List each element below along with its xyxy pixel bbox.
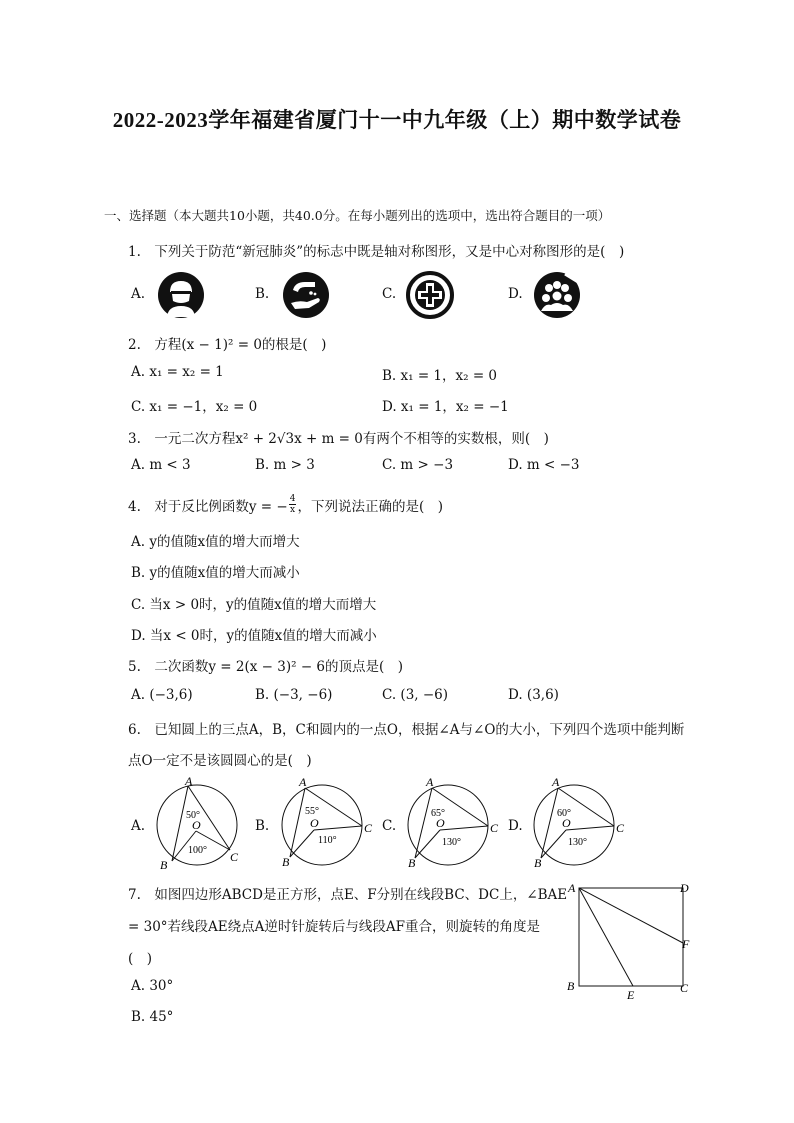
q6a-point-a: A [185,776,193,788]
q6-label-b: B. [255,818,270,834]
q1-stem: 1. 下列关于防范“新冠肺炎”的标志中既是轴对称图形，又是中心对称图形的是( ) [128,244,625,260]
q6a-point-o: O [192,818,201,832]
q5-option-a: A. (−3,6) [131,687,193,703]
q6c-angle-o: 130° [442,837,461,848]
q6-circle-figure-b [276,776,376,871]
page-title: 2022-2023学年福建省厦门十一中九年级（上）期中数学试卷 [112,108,682,132]
q4-option-d: D. 当x < 0时，y的值随x值的增大而减小 [131,628,377,644]
q1-label-b: B. [255,286,270,302]
q7-stem-line3: ( ) [128,951,153,967]
q7-option-a: A. 30° [131,978,174,994]
q6c-angle-a: 65° [431,808,445,819]
q7-point-e: E [627,988,635,1002]
q3-option-b: B. m > 3 [255,457,315,473]
q5-option-b: B. (−3, −6) [255,687,333,703]
q4-fraction [289,494,297,515]
q7-square-figure [564,878,704,1004]
q5-option-d: D. (3,6) [508,687,559,703]
q6d-point-a: A [552,776,560,789]
q2-option-d: D. x₁ = 1，x₂ = −1 [382,399,509,415]
q6-label-c: C. [382,818,397,834]
q5-option-c: C. (3, −6) [382,687,449,703]
q7-point-b: B [567,979,575,993]
medical-cross-logo-icon [405,270,455,320]
q7-point-d: D [680,881,689,895]
q6c-point-c: C [490,821,499,835]
q7-stem-line2: = 30°若线段AE绕点A逆时针旋转后与线段AF重合，则旋转的角度是 [128,919,540,935]
q6-stem-line2: 点O一定不是该圆圆心的是( ) [128,753,312,769]
q4-stem [128,494,443,515]
q7-option-b: B. 45° [131,1009,174,1025]
q7-stem-line1: 7. 如图四边形ABCD是正方形，点E、F分别在线段BC、DC上，∠BAE [128,887,568,903]
q2-stem: 2. 方程(x − 1)² = 0的根是( ) [128,337,327,353]
q6b-angle-o: 110° [318,835,337,846]
q6b-point-a: A [299,776,307,789]
q6a-angle-a: 50° [186,810,200,821]
q4-option-a: A. y的值随x值的增大而增大 [131,534,300,550]
q6a-point-b: B [160,858,168,871]
q6-stem-line1: 6. 已知圆上的三点A，B，C和圆内的一点O，根据∠A与∠O的大小，下列四个选项中能判断 [128,722,685,738]
no-gathering-logo-icon [532,270,582,320]
section-heading: 一、选择题（本大题共10小题，共40.0分。在每小题列出的选项中，选出符合题目的一项） [104,208,611,223]
q2-option-b: B. x₁ = 1，x₂ = 0 [382,368,498,384]
q6a-angle-o: 100° [188,845,207,856]
q1-label-d: D. [508,286,523,302]
q2-option-c: C. x₁ = −1，x₂ = 0 [131,399,258,415]
q6d-angle-a: 60° [557,808,571,819]
q4-option-b: B. y的值随x值的增大而减小 [131,565,300,581]
q5-stem: 5. 二次函数y = 2(x − 3)² − 6的顶点是( ) [128,659,404,675]
mask-person-logo-icon [156,270,206,320]
q1-label-a: A. [131,286,146,302]
q6b-point-c: C [364,821,373,835]
q1-label-c: C. [382,286,397,302]
q6b-angle-a: 55° [305,806,319,817]
q4-stem-start: 4. 对于反比例函数y = − [128,498,288,515]
q6d-point-b: B [534,856,542,870]
q6b-point-b: B [282,855,290,869]
q3-stem: 3. 一元二次方程x² + 2√3x + m = 0有两个不相等的实数根，则( ) [128,431,549,447]
q3-option-d: D. m < −3 [508,457,580,473]
q6-circle-figure-c [402,776,502,871]
q7-point-f: F [682,937,690,951]
q2-option-a: A. x₁ = x₂ = 1 [131,364,224,380]
q6c-point-o: O [436,816,445,830]
q6d-point-c: C [616,821,625,835]
q6-label-d: D. [508,818,523,834]
q7-point-c: C [680,981,689,995]
q6c-point-a: A [426,776,434,789]
q4-stem-end: ，下列说法正确的是( ) [297,498,443,515]
q4-option-c: C. 当x > 0时，y的值随x值的增大而增大 [131,597,377,613]
q7-point-a: A [568,881,576,895]
q6d-angle-o: 130° [568,837,587,848]
q6a-point-c: C [230,850,239,864]
q6b-point-o: O [310,816,319,830]
q6-circle-figure-a [150,776,250,871]
q6c-point-b: B [408,856,416,870]
q3-option-a: A. m < 3 [131,457,191,473]
q4-fraction-numerator: 4 [289,494,296,504]
q3-option-c: C. m > −3 [382,457,454,473]
q6-circle-figure-d [528,776,628,871]
q6-label-a: A. [131,818,146,834]
q4-fraction-denominator: x [290,505,296,515]
q6d-point-o: O [562,816,571,830]
hand-washing-logo-icon [281,270,331,320]
